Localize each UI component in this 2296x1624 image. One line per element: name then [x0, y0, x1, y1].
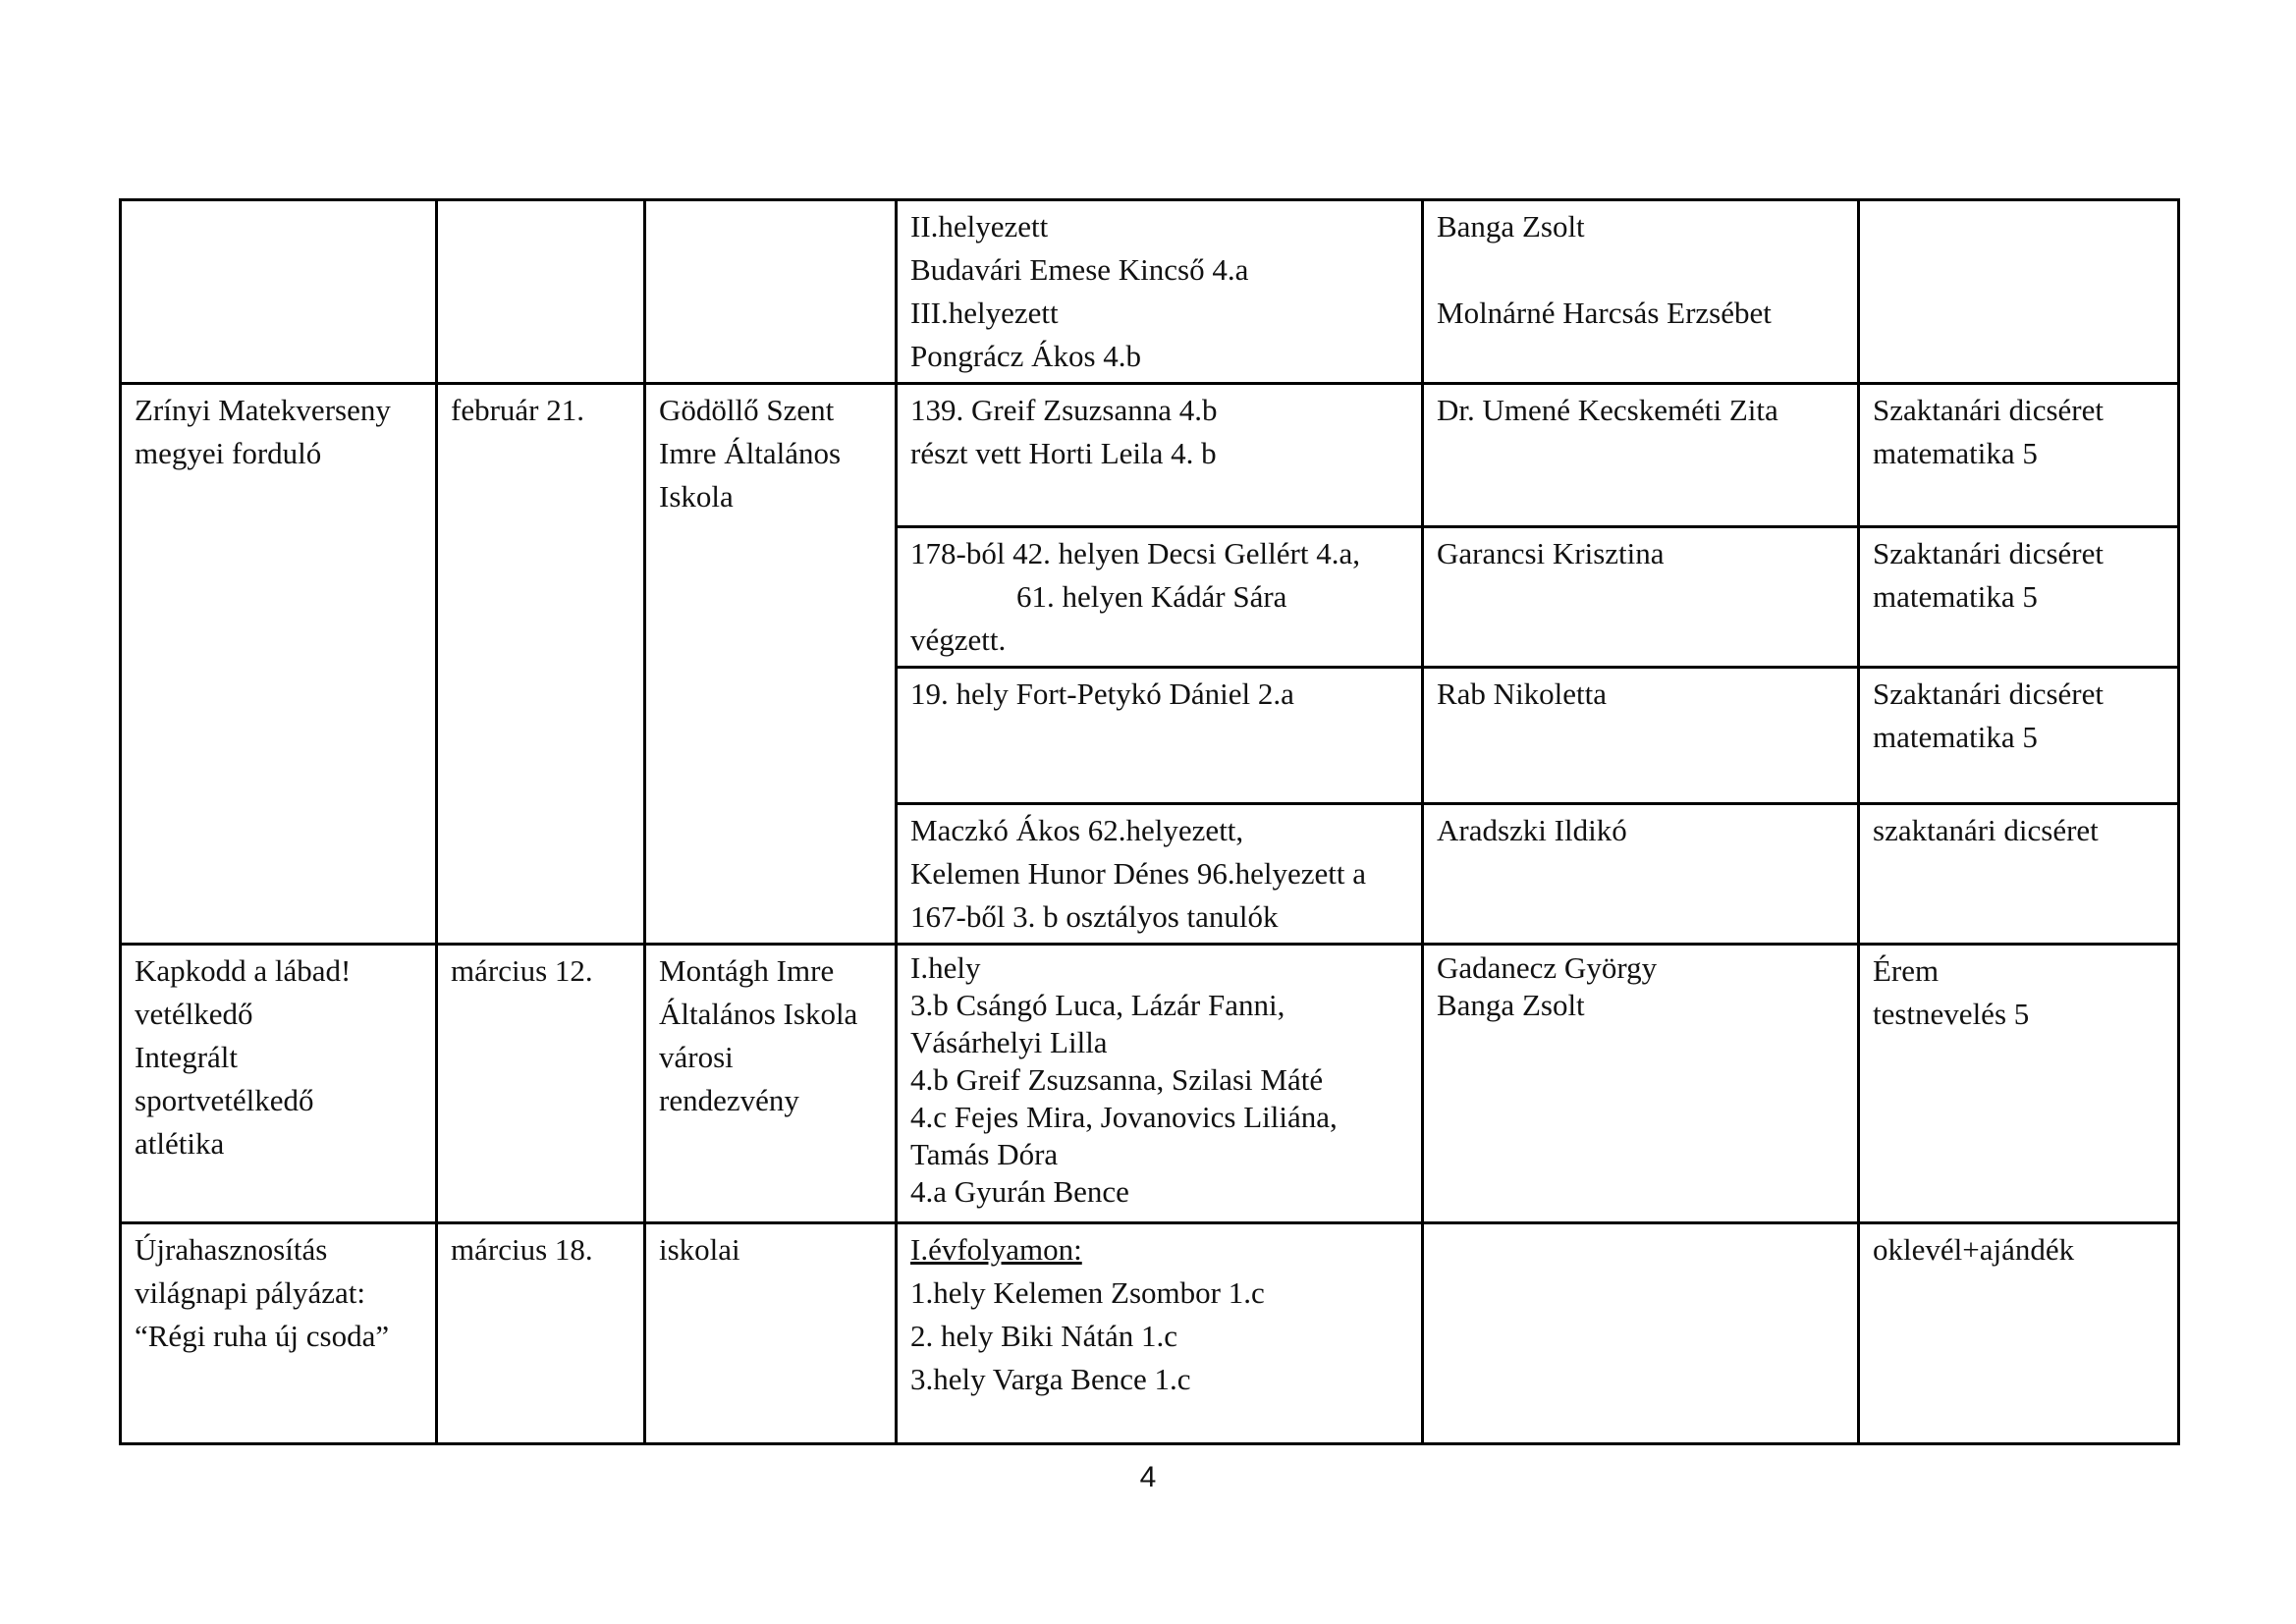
- award-cell: [1859, 668, 2179, 804]
- result-cell: [897, 804, 1423, 945]
- venue-name: Imre Általános: [659, 436, 842, 470]
- result-line: I.hely: [910, 950, 981, 985]
- table-row-continuation: [121, 200, 2179, 384]
- award-cell: [1859, 384, 2179, 527]
- result-line: 19. hely Fort-Petykó Dániel 2.a: [910, 677, 1294, 711]
- result-line: 3.hely Varga Bence 1.c: [910, 1362, 1191, 1396]
- teacher-name: Gadanecz György: [1437, 950, 1658, 985]
- result-cell: [897, 1223, 1423, 1444]
- competition-results-table: [119, 198, 2180, 1445]
- teacher-cell: [1423, 200, 1859, 384]
- table-row-zrinyi-1: [121, 384, 2179, 527]
- award-text: oklevél+ajándék: [1873, 1232, 2075, 1267]
- competition-name: Kapkodd a lábad!: [135, 953, 352, 988]
- result-cell: [897, 527, 1423, 668]
- venue-name: városi: [659, 1040, 734, 1074]
- award-text: szaktanári dicséret: [1873, 813, 2099, 847]
- teacher-name: Rab Nikoletta: [1437, 677, 1608, 711]
- result-line: Pongrácz Ákos 4.b: [910, 339, 1142, 373]
- venue-name: Iskola: [659, 479, 734, 514]
- competition-cell: [121, 945, 437, 1223]
- teacher-name: Aradszki Ildikó: [1437, 813, 1627, 847]
- page-number: 4: [1139, 1461, 1157, 1493]
- award-cell: [1859, 1223, 2179, 1444]
- venue-name: iskolai: [659, 1232, 740, 1267]
- competition-cell: [121, 200, 437, 384]
- award-text: Szaktanári dicséret: [1873, 393, 2104, 427]
- competition-name: világnapi pályázat:: [135, 1275, 365, 1310]
- date-cell: [437, 200, 645, 384]
- result-line: 4.c Fejes Mira, Jovanovics Liliána,: [910, 1100, 1338, 1134]
- result-line: Vásárhelyi Lilla: [910, 1025, 1108, 1059]
- teacher-name: Banga Zsolt: [1437, 209, 1585, 244]
- result-cell: [897, 668, 1423, 804]
- result-line: 178-ból 42. helyen Decsi Gellért 4.a,: [910, 536, 1360, 570]
- competition-date: március 18.: [451, 1232, 593, 1267]
- result-line: részt vett Horti Leila 4. b: [910, 436, 1217, 470]
- result-cell: [897, 384, 1423, 527]
- award-cell: [1859, 945, 2179, 1223]
- teacher-name: Molnárné Harcsás Erzsébet: [1437, 296, 1772, 330]
- venue-cell: [645, 200, 897, 384]
- teacher-name: Banga Zsolt: [1437, 988, 1585, 1022]
- result-line: Maczkó Ákos 62.helyezett,: [910, 813, 1244, 847]
- result-line: 4.a Gyurán Bence: [910, 1174, 1129, 1209]
- competition-name: megyei forduló: [135, 436, 322, 470]
- result-line: 4.b Greif Zsuzsanna, Szilasi Máté: [910, 1062, 1324, 1097]
- award-text: matematika 5: [1873, 436, 2038, 470]
- venue-cell: [645, 384, 897, 945]
- result-line: 139. Greif Zsuzsanna 4.b: [910, 393, 1218, 427]
- result-heading: I.évfolyamon:: [910, 1232, 1082, 1267]
- result-line: 3.b Csángó Luca, Lázár Fanni,: [910, 988, 1285, 1022]
- venue-name: Általános Iskola: [659, 997, 858, 1031]
- award-text: Érem: [1873, 953, 1940, 988]
- teacher-cell: [1423, 527, 1859, 668]
- competition-name: sportvetélkedő: [135, 1083, 314, 1117]
- award-cell: [1859, 804, 2179, 945]
- result-line: Kelemen Hunor Dénes 96.helyezett a: [910, 856, 1366, 891]
- competition-cell: [121, 1223, 437, 1444]
- teacher-cell: [1423, 384, 1859, 527]
- spacer: [1437, 248, 1845, 292]
- award-cell: [1859, 527, 2179, 668]
- result-cell: [897, 945, 1423, 1223]
- competition-name: Zrínyi Matekverseny: [135, 393, 391, 427]
- award-text: matematika 5: [1873, 579, 2038, 614]
- competition-date: március 12.: [451, 953, 593, 988]
- result-line: 61. helyen Kádár Sára: [1016, 579, 1287, 614]
- result-line: 167-ből 3. b osztályos tanulók: [910, 899, 1279, 934]
- teacher-cell: [1423, 945, 1859, 1223]
- table-row-ujrahasznositas: [121, 1223, 2179, 1444]
- venue-name: Montágh Imre: [659, 953, 835, 988]
- competition-date: február 21.: [451, 393, 584, 427]
- award-cell: [1859, 200, 2179, 384]
- competition-name: Integrált: [135, 1040, 239, 1074]
- venue-cell: [645, 1223, 897, 1444]
- date-cell: [437, 384, 645, 945]
- result-line: II.helyezett: [910, 209, 1049, 244]
- result-line: 1.hely Kelemen Zsombor 1.c: [910, 1275, 1265, 1310]
- result-line: Tamás Dóra: [910, 1137, 1059, 1171]
- award-text: Szaktanári dicséret: [1873, 677, 2104, 711]
- result-cell: [897, 200, 1423, 384]
- award-text: matematika 5: [1873, 720, 2038, 754]
- competition-cell: [121, 384, 437, 945]
- result-line: 2. hely Biki Nátán 1.c: [910, 1319, 1178, 1353]
- result-line: Budavári Emese Kincső 4.a: [910, 252, 1249, 287]
- teacher-name: Garancsi Krisztina: [1437, 536, 1665, 570]
- teacher-cell: [1423, 668, 1859, 804]
- date-cell: [437, 945, 645, 1223]
- competition-name: “Régi ruha új csoda”: [135, 1319, 390, 1353]
- result-line: végzett.: [910, 623, 1007, 657]
- competition-name: vetélkedő: [135, 997, 253, 1031]
- award-text: Szaktanári dicséret: [1873, 536, 2104, 570]
- award-text: testnevelés 5: [1873, 997, 2030, 1031]
- date-cell: [437, 1223, 645, 1444]
- teacher-name: Dr. Umené Kecskeméti Zita: [1437, 393, 1778, 427]
- venue-cell: [645, 945, 897, 1223]
- teacher-cell: [1423, 804, 1859, 945]
- teacher-cell: [1423, 1223, 1859, 1444]
- table-row-kapkodd: [121, 945, 2179, 1223]
- venue-name: Gödöllő Szent: [659, 393, 835, 427]
- result-line: III.helyezett: [910, 296, 1059, 330]
- competition-name: atlétika: [135, 1126, 225, 1161]
- venue-name: rendezvény: [659, 1083, 799, 1117]
- competition-name: Újrahasznosítás: [135, 1232, 328, 1267]
